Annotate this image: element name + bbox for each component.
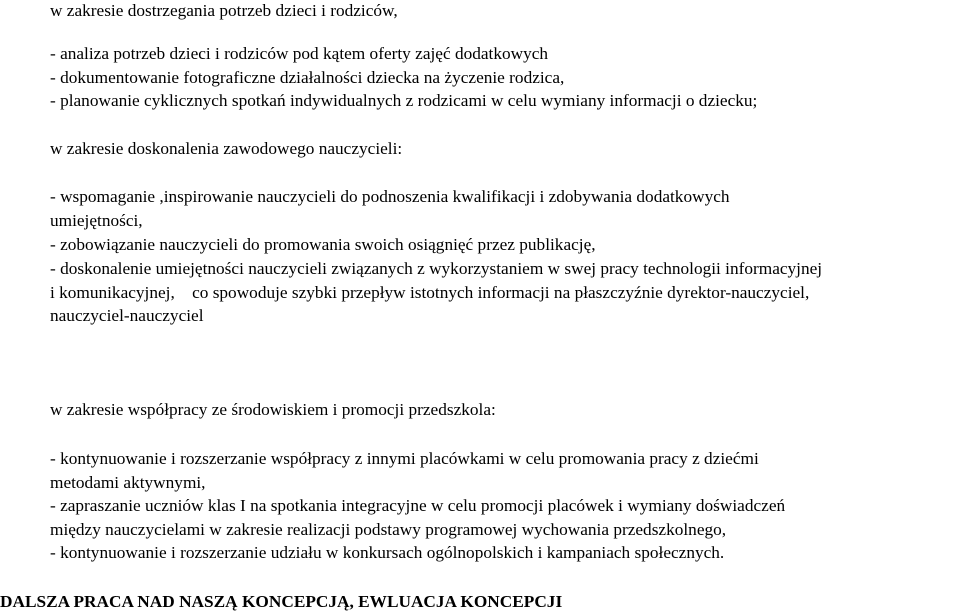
- section2-heading: w zakresie doskonalenia zawodowego nauczycieli:: [50, 139, 403, 158]
- section2-line: - doskonalenie umiejętności nauczycieli związanych z wykorzystaniem w swej pracy technologii informacyjnej: [50, 259, 823, 278]
- section2-line: i komunikacyjnej, co spowoduje szybki przepływ istotnych informacji na płaszczyźnie dyrektor-nauczyciel,: [50, 283, 810, 302]
- section3-line: - zapraszanie uczniów klas I na spotkania integracyjne w celu promocji placówek i wymiany doświadczeń: [50, 496, 786, 515]
- section1-item: - planowanie cyklicznych spotkań indywidualnych z rodzicami w celu wymiany informacji o dziecku;: [50, 91, 758, 110]
- section2-line: nauczyciel-nauczyciel: [50, 306, 204, 325]
- section1-item: - dokumentowanie fotograficzne działalności dziecka na życzenie rodzica,: [50, 68, 565, 87]
- section2-line: - zobowiązanie nauczycieli do promowania swoich osiągnięć przez publikację,: [50, 235, 596, 254]
- section3-heading: w zakresie współpracy ze środowiskiem i promocji przedszkola:: [50, 400, 496, 419]
- section3-line: między nauczycielami w zakresie realizacji podstawy programowej wychowania przedszkolnego,: [50, 520, 727, 539]
- section2-line: - wspomaganie ,inspirowanie nauczycieli do podnoszenia kwalifikacji i zdobywania dodatkowych: [50, 187, 730, 206]
- section3-line: - kontynuowanie i rozszerzanie udziału w konkursach ogólnopolskich i kampaniach społecznych.: [50, 543, 725, 562]
- section3-line: - kontynuowanie i rozszerzanie współpracy z innymi placówkami w celu promowania pracy z dziećmi: [50, 449, 759, 468]
- section3-line: metodami aktywnymi,: [50, 473, 206, 492]
- section2-line: umiejętności,: [50, 211, 143, 230]
- section1-heading: w zakresie dostrzegania potrzeb dzieci i rodziców,: [50, 1, 398, 20]
- footer-heading: DALSZA PRACA NAD NASZĄ KONCEPCJĄ, EWLUACJA KONCEPCJI: [0, 592, 563, 611]
- section1-item: - analiza potrzeb dzieci i rodziców pod kątem oferty zajęć dodatkowych: [50, 44, 549, 63]
